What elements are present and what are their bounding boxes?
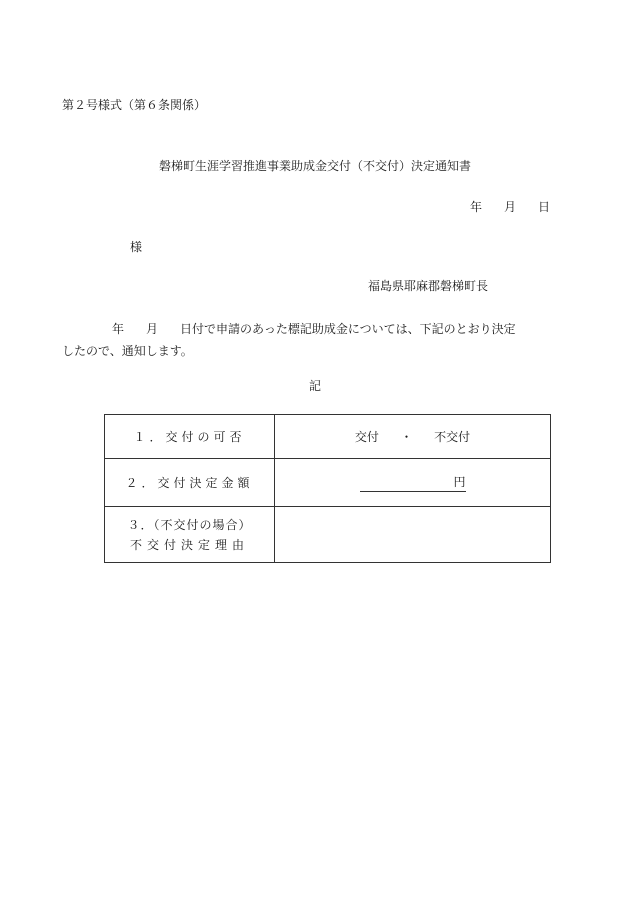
option-no-grant: 不交付 <box>434 430 471 444</box>
yen-unit: 円 <box>453 475 466 489</box>
table-row <box>105 459 551 507</box>
table-row <box>105 415 551 459</box>
date-line <box>470 198 550 215</box>
no-grant-reason-label <box>105 507 275 563</box>
grant-decision-label: １．交付の可否 <box>105 415 275 459</box>
table-row <box>105 507 551 563</box>
reason-label-line-1: ３．（不交付の場合） <box>127 517 252 532</box>
amount-blank <box>360 473 466 492</box>
addressee-honorific: 様 <box>130 240 143 254</box>
date-month: 月 <box>504 200 517 214</box>
grant-amount-value <box>275 459 551 507</box>
decision-table <box>104 414 551 563</box>
document-title: 磐梯町生涯学習推進事業助成金交付（不交付）決定通知書 <box>158 159 471 173</box>
body-text-1: 日付で申請のあった標記助成金については、下記のとおり決定 <box>180 322 516 336</box>
grant-decision-value <box>275 415 551 459</box>
body-line-2: したので、通知します。 <box>62 344 193 358</box>
issuer-name: 福島県耶麻郡磐梯町長 <box>368 279 489 293</box>
option-separator: ・ <box>400 430 413 444</box>
no-grant-reason-value <box>275 507 551 563</box>
grant-amount-label: ２．交付決定金額 <box>105 459 275 507</box>
date-year: 年 <box>470 200 483 214</box>
body-year: 年 <box>112 322 125 336</box>
reason-label-line-2: 不交付決定理由 <box>129 537 249 552</box>
body-paragraph <box>62 318 567 362</box>
ki-marker: 記 <box>308 379 321 393</box>
body-line-1 <box>62 318 567 340</box>
form-number: 第２号様式（第６条関係） <box>62 98 207 112</box>
date-day: 日 <box>538 200 551 214</box>
body-month: 月 <box>146 322 159 336</box>
option-grant: 交付 <box>354 430 379 444</box>
